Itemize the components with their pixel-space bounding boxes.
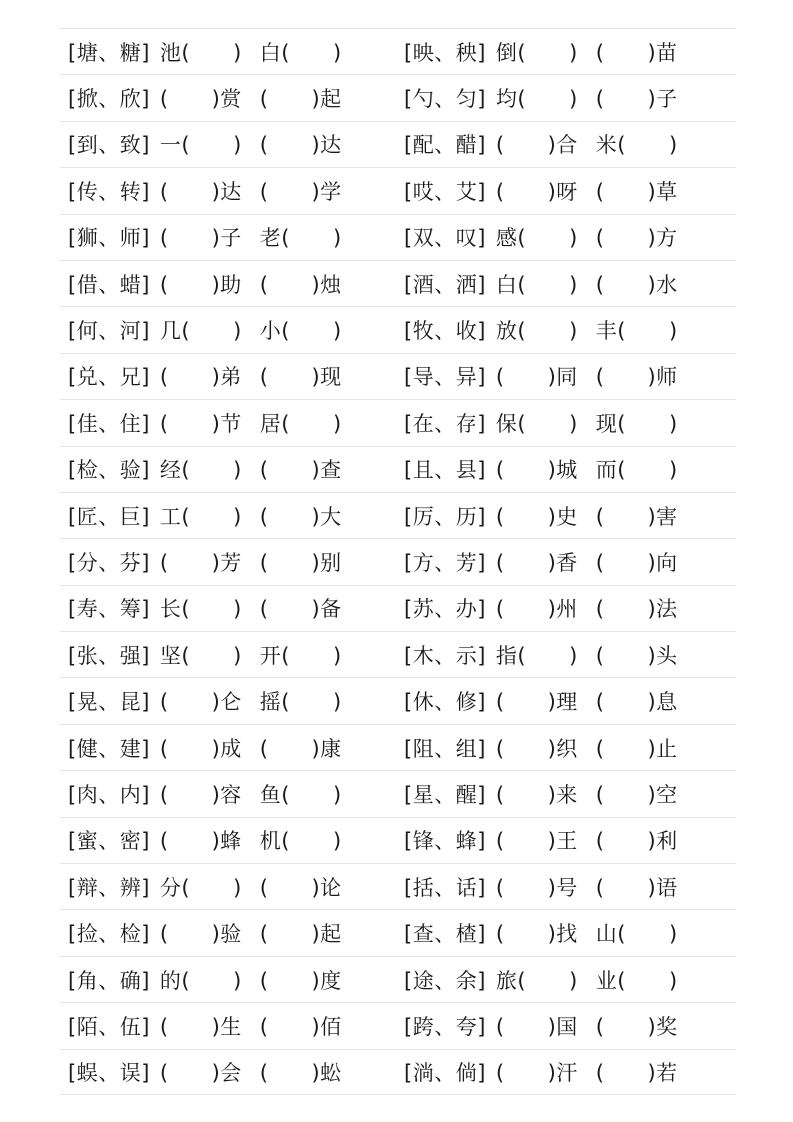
fill-blank-word[interactable]: ( )大 xyxy=(259,504,342,529)
character-pair: [陌、伍] xyxy=(68,1014,150,1039)
exercise-item-left xyxy=(60,354,398,399)
character-pair: [辩、辨] xyxy=(68,875,150,900)
fill-blank-word[interactable]: ( )助 xyxy=(159,272,242,297)
fill-blank-word[interactable]: ( )康 xyxy=(259,736,342,761)
exercise-row xyxy=(60,956,736,1002)
exercise-item-right xyxy=(398,771,736,816)
character-pair: [苏、办] xyxy=(404,597,486,622)
fill-blank-word[interactable]: ( )方 xyxy=(595,226,678,251)
exercise-item-right xyxy=(398,818,736,863)
fill-blank-word[interactable]: ( )若 xyxy=(595,1060,678,1085)
exercise-item-right xyxy=(398,447,736,492)
character-pair: [映、秧] xyxy=(404,40,486,65)
fill-blank-word[interactable]: 感( ) xyxy=(495,226,578,251)
fill-blank-word[interactable]: 指( ) xyxy=(495,643,578,668)
fill-blank-word[interactable]: 池( ) xyxy=(159,40,242,65)
exercise-item-right xyxy=(398,261,736,306)
character-pair: [阻、组] xyxy=(404,736,486,761)
fill-blank-word[interactable]: ( )生 xyxy=(159,1014,242,1039)
fill-blank-word[interactable]: ( )容 xyxy=(159,782,242,807)
fill-blank-word[interactable]: 工( ) xyxy=(159,504,242,529)
exercise-row xyxy=(60,492,736,538)
character-pair: [捡、检] xyxy=(68,922,150,947)
character-pair: [淌、倘] xyxy=(404,1060,486,1085)
exercise-item-left xyxy=(60,400,398,445)
fill-blank-word[interactable]: 而( ) xyxy=(595,458,678,483)
fill-blank-word[interactable]: 丰( ) xyxy=(595,319,678,344)
fill-blank-word[interactable]: ( )芳 xyxy=(159,550,242,575)
fill-blank-word[interactable]: ( )理 xyxy=(495,690,578,715)
fill-blank-word[interactable]: 机( ) xyxy=(259,829,342,854)
exercise-item-left xyxy=(60,539,398,584)
fill-blank-word[interactable]: ( )找 xyxy=(495,922,578,947)
fill-blank-word[interactable]: ( )王 xyxy=(495,829,578,854)
exercise-item-left xyxy=(60,493,398,538)
fill-blank-word[interactable]: 坚( ) xyxy=(159,643,242,668)
exercise-item-right xyxy=(398,1050,736,1094)
fill-blank-word[interactable]: 业( ) xyxy=(595,968,678,993)
fill-blank-word[interactable]: 山( ) xyxy=(595,922,678,947)
exercise-item-right xyxy=(398,632,736,677)
fill-blank-word[interactable]: 放( ) xyxy=(495,319,578,344)
exercise-row xyxy=(60,28,736,74)
fill-blank-word[interactable]: ( )州 xyxy=(495,597,578,622)
fill-blank-word[interactable]: 经( ) xyxy=(159,458,242,483)
exercise-item-right xyxy=(398,864,736,909)
fill-blank-word[interactable]: 鱼( ) xyxy=(259,782,342,807)
fill-blank-word[interactable]: ( )师 xyxy=(595,365,678,390)
character-pair: [借、蜡] xyxy=(68,272,150,297)
fill-blank-word[interactable]: ( )蚣 xyxy=(259,1060,342,1085)
character-pair: [木、示] xyxy=(404,643,486,668)
character-pair: [休、修] xyxy=(404,690,486,715)
character-pair: [方、芳] xyxy=(404,550,486,575)
exercise-item-left xyxy=(60,122,398,167)
fill-blank-word[interactable]: ( )烛 xyxy=(259,272,342,297)
fill-blank-word[interactable]: ( )草 xyxy=(595,179,678,204)
exercise-item-left xyxy=(60,864,398,909)
fill-blank-word[interactable]: ( )织 xyxy=(495,736,578,761)
exercise-row xyxy=(60,1002,736,1048)
fill-blank-word[interactable]: ( )止 xyxy=(595,736,678,761)
fill-blank-word[interactable]: ( )佰 xyxy=(259,1014,342,1039)
character-pair: [角、确] xyxy=(68,968,150,993)
character-pair: [蜜、密] xyxy=(68,829,150,854)
character-pair: [分、芬] xyxy=(68,550,150,575)
exercise-row xyxy=(60,260,736,306)
exercise-row xyxy=(60,770,736,816)
exercise-row xyxy=(60,306,736,352)
character-pair: [传、转] xyxy=(68,179,150,204)
fill-blank-word[interactable]: ( )利 xyxy=(595,829,678,854)
character-pair: [在、存] xyxy=(404,411,486,436)
fill-blank-word[interactable]: ( )查 xyxy=(259,458,342,483)
fill-blank-word[interactable]: ( )国 xyxy=(495,1014,578,1039)
character-pair: [蜈、误] xyxy=(68,1060,150,1085)
fill-blank-word[interactable]: ( )害 xyxy=(595,504,678,529)
exercise-item-right xyxy=(398,354,736,399)
character-pair: [括、话] xyxy=(404,875,486,900)
exercise-row xyxy=(60,817,736,863)
character-pair: [途、余] xyxy=(404,968,486,993)
exercise-row xyxy=(60,585,736,631)
fill-blank-word[interactable]: 米( ) xyxy=(595,133,678,158)
exercise-item-right xyxy=(398,307,736,352)
character-pair: [检、验] xyxy=(68,458,150,483)
exercise-row xyxy=(60,167,736,213)
character-pair: [牧、收] xyxy=(404,319,486,344)
character-pair: [肉、内] xyxy=(68,782,150,807)
exercise-item-left xyxy=(60,678,398,723)
fill-blank-word[interactable]: 老( ) xyxy=(259,226,342,251)
exercise-row xyxy=(60,399,736,445)
fill-blank-word[interactable]: ( )节 xyxy=(159,411,242,436)
character-pair: [配、醋] xyxy=(404,133,486,158)
fill-blank-word[interactable]: ( )起 xyxy=(259,87,342,112)
fill-blank-word[interactable]: ( )验 xyxy=(159,922,242,947)
fill-blank-word[interactable]: ( )蜂 xyxy=(159,829,242,854)
exercise-item-left xyxy=(60,307,398,352)
fill-blank-word[interactable]: 白( ) xyxy=(259,40,342,65)
fill-blank-word[interactable]: 现( ) xyxy=(595,411,678,436)
fill-blank-word[interactable]: ( )赏 xyxy=(159,87,242,112)
character-pair: [厉、历] xyxy=(404,504,486,529)
character-pair: [健、建] xyxy=(68,736,150,761)
fill-blank-word[interactable]: ( )起 xyxy=(259,922,342,947)
worksheet xyxy=(60,28,736,1095)
fill-blank-word[interactable]: ( )仑 xyxy=(159,690,242,715)
character-pair: [勺、匀] xyxy=(404,87,486,112)
character-pair: [狮、师] xyxy=(68,226,150,251)
fill-blank-word[interactable]: ( )学 xyxy=(259,179,342,204)
fill-blank-word[interactable]: ( )合 xyxy=(495,133,578,158)
fill-blank-word[interactable]: ( )弟 xyxy=(159,365,242,390)
fill-blank-word[interactable]: ( )空 xyxy=(595,782,678,807)
character-pair: [晃、昆] xyxy=(68,690,150,715)
exercise-item-left xyxy=(60,632,398,677)
fill-blank-word[interactable]: 旅( ) xyxy=(495,968,578,993)
exercise-item-left xyxy=(60,261,398,306)
fill-blank-word[interactable]: 白( ) xyxy=(495,272,578,297)
exercise-row xyxy=(60,353,736,399)
fill-blank-word[interactable]: ( )论 xyxy=(259,875,342,900)
character-pair: [匠、巨] xyxy=(68,504,150,529)
character-pair: [到、致] xyxy=(68,133,150,158)
fill-blank-word[interactable]: ( )备 xyxy=(259,597,342,622)
character-pair: [导、异] xyxy=(404,365,486,390)
character-pair: [张、强] xyxy=(68,643,150,668)
exercise-row xyxy=(60,446,736,492)
exercise-item-left xyxy=(60,818,398,863)
character-pair: [塘、糖] xyxy=(68,40,150,65)
fill-blank-word[interactable]: ( )城 xyxy=(495,458,578,483)
fill-blank-word[interactable]: ( )香 xyxy=(495,550,578,575)
exercise-item-left xyxy=(60,447,398,492)
exercise-item-left xyxy=(60,1003,398,1048)
fill-blank-word[interactable]: ( )头 xyxy=(595,643,678,668)
exercise-item-right xyxy=(398,168,736,213)
exercise-item-right xyxy=(398,678,736,723)
character-pair: [佳、住] xyxy=(68,411,150,436)
fill-blank-word[interactable]: ( )苗 xyxy=(595,40,678,65)
fill-blank-word[interactable]: ( )史 xyxy=(495,504,578,529)
character-pair: [酒、洒] xyxy=(404,272,486,297)
exercise-item-left xyxy=(60,1050,398,1094)
fill-blank-word[interactable]: ( )度 xyxy=(259,968,342,993)
fill-blank-word[interactable]: 摇( ) xyxy=(259,690,342,715)
character-pair: [查、楂] xyxy=(404,922,486,947)
exercise-row xyxy=(60,1049,736,1095)
character-pair: [哎、艾] xyxy=(404,179,486,204)
exercise-item-right xyxy=(398,122,736,167)
character-pair: [跨、夸] xyxy=(404,1014,486,1039)
fill-blank-word[interactable]: ( )息 xyxy=(595,690,678,715)
exercise-row xyxy=(60,74,736,120)
exercise-item-right xyxy=(398,539,736,584)
exercise-item-left xyxy=(60,910,398,955)
character-pair: [兑、兄] xyxy=(68,365,150,390)
fill-blank-word[interactable]: ( )成 xyxy=(159,736,242,761)
fill-blank-word[interactable]: ( )号 xyxy=(495,875,578,900)
character-pair: [锋、蜂] xyxy=(404,829,486,854)
fill-blank-word[interactable]: ( )来 xyxy=(495,782,578,807)
character-pair: [星、醒] xyxy=(404,782,486,807)
exercise-item-right xyxy=(398,586,736,631)
exercise-item-right xyxy=(398,29,736,74)
fill-blank-word[interactable]: 开( ) xyxy=(259,643,342,668)
fill-blank-word[interactable]: ( )奖 xyxy=(595,1014,678,1039)
fill-blank-word[interactable]: ( )向 xyxy=(595,550,678,575)
fill-blank-word[interactable]: 长( ) xyxy=(159,597,242,622)
fill-blank-word[interactable]: ( )现 xyxy=(259,365,342,390)
character-pair: [掀、欣] xyxy=(68,87,150,112)
exercise-item-right xyxy=(398,725,736,770)
exercise-item-right xyxy=(398,75,736,120)
fill-blank-word[interactable]: 倒( ) xyxy=(495,40,578,65)
exercise-item-left xyxy=(60,586,398,631)
character-pair: [寿、筹] xyxy=(68,597,150,622)
exercise-item-left xyxy=(60,168,398,213)
fill-blank-word[interactable]: 保( ) xyxy=(495,411,578,436)
fill-blank-word[interactable]: ( )语 xyxy=(595,875,678,900)
fill-blank-word[interactable]: 一( ) xyxy=(159,133,242,158)
exercise-item-left xyxy=(60,957,398,1002)
fill-blank-word[interactable]: ( )别 xyxy=(259,550,342,575)
exercise-item-left xyxy=(60,29,398,74)
exercise-item-right xyxy=(398,1003,736,1048)
exercise-item-left xyxy=(60,771,398,816)
fill-blank-word[interactable]: ( )达 xyxy=(259,133,342,158)
exercise-item-left xyxy=(60,215,398,260)
exercise-row xyxy=(60,724,736,770)
fill-blank-word[interactable]: 几( ) xyxy=(159,319,242,344)
fill-blank-word[interactable]: 小( ) xyxy=(259,319,342,344)
fill-blank-word[interactable]: ( )法 xyxy=(595,597,678,622)
fill-blank-word[interactable]: 的( ) xyxy=(159,968,242,993)
exercise-row xyxy=(60,538,736,584)
exercise-item-right xyxy=(398,957,736,1002)
fill-blank-word[interactable]: ( )同 xyxy=(495,365,578,390)
exercise-row xyxy=(60,121,736,167)
character-pair: [双、叹] xyxy=(404,226,486,251)
character-pair: [且、县] xyxy=(404,458,486,483)
exercise-item-right xyxy=(398,910,736,955)
fill-blank-word[interactable]: ( )会 xyxy=(159,1060,242,1085)
fill-blank-word[interactable]: ( )达 xyxy=(159,179,242,204)
exercise-row xyxy=(60,631,736,677)
exercise-row xyxy=(60,214,736,260)
fill-blank-word[interactable]: 居( ) xyxy=(259,411,342,436)
fill-blank-word[interactable]: 分( ) xyxy=(159,875,242,900)
fill-blank-word[interactable]: ( )呀 xyxy=(495,179,578,204)
fill-blank-word[interactable]: 均( ) xyxy=(495,87,578,112)
exercise-item-right xyxy=(398,215,736,260)
exercise-item-left xyxy=(60,75,398,120)
fill-blank-word[interactable]: ( )汗 xyxy=(495,1060,578,1085)
exercise-row xyxy=(60,863,736,909)
exercise-item-right xyxy=(398,400,736,445)
exercise-row xyxy=(60,909,736,955)
fill-blank-word[interactable]: ( )子 xyxy=(595,87,678,112)
exercise-item-left xyxy=(60,725,398,770)
exercise-row xyxy=(60,677,736,723)
fill-blank-word[interactable]: ( )子 xyxy=(159,226,242,251)
character-pair: [何、河] xyxy=(68,319,150,344)
exercise-item-right xyxy=(398,493,736,538)
fill-blank-word[interactable]: ( )水 xyxy=(595,272,678,297)
